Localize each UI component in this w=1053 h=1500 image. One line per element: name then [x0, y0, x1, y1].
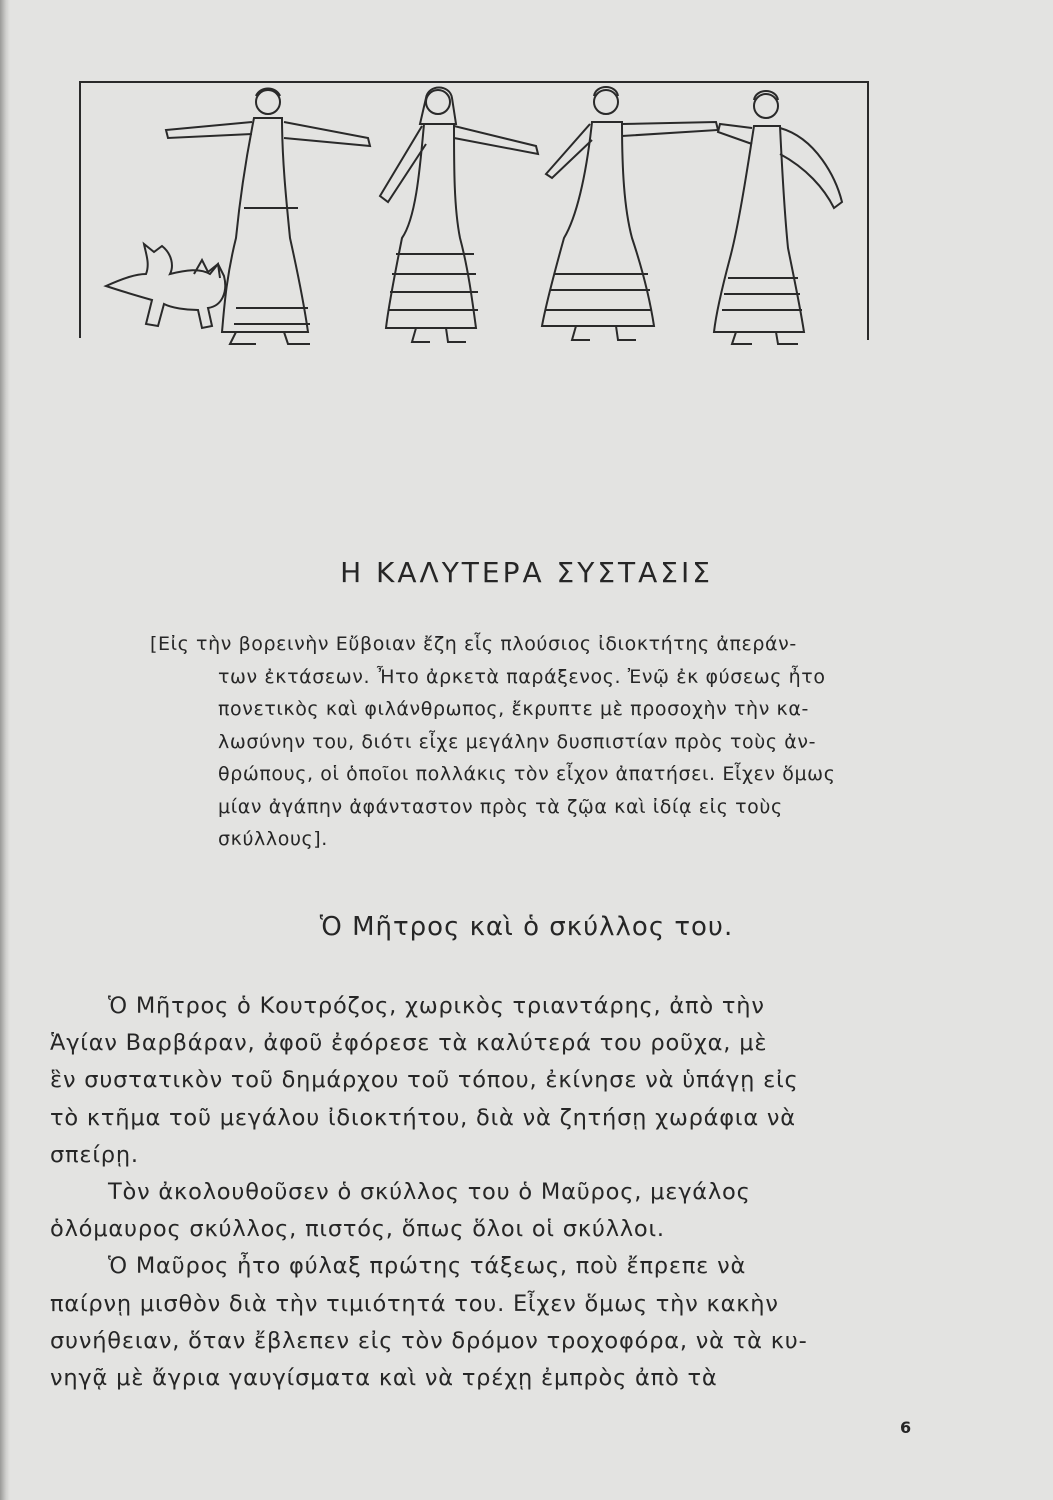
story-line: ἓν συστατικὸν τοῦ δημάρχου τοῦ τόπου, ἐκίνησε νὰ ὑπάγῃ εἰς	[50, 1067, 799, 1094]
story-line: συνήθειαν, ὅταν ἔβλεπεν εἰς τὸν δρόμον τροχοφόρα, νὰ τὰ κυ-	[50, 1327, 808, 1354]
story-line: Ἁγίαν Βαρβάραν, ἀφοῦ ἐφόρεσε τὰ καλύτερά του ροῦχα, μὲ	[50, 1030, 768, 1057]
woman-figure-1	[166, 89, 370, 345]
intro-line: θρώπους, οἱ ὁποῖοι πολλάκις τὸν εἶχον ἀπατήσει. Εἶχεν ὅμως	[218, 763, 836, 785]
intro-line: λωσύνην του, διότι εἶχε μεγάλην δυσπιστίαν πρὸς τοὺς ἀν-	[218, 730, 817, 753]
page-number: 6	[900, 1418, 912, 1437]
story-line: σπείρῃ.	[50, 1141, 139, 1168]
story-line: Ὁ Μαῦρος ἦτο φύλαξ πρώτης τάξεως, ποὺ ἔπρεπε νὰ	[108, 1253, 747, 1280]
intro-line: [Εἰς τὴν βορεινὴν Εὔβοιαν ἔζη εἷς πλούσιος ἰδιοκτήτης ἀπεράν-	[150, 633, 797, 655]
intro-line: πονετικὸς καὶ φιλάνθρωπος, ἔκρυπτε μὲ προσοχὴν τὴν κα-	[218, 698, 809, 720]
story-line: τὸ κτῆμα τοῦ μεγάλου ἰδιοκτήτου, διὰ νὰ ζητήσῃ χωράφια νὰ	[50, 1104, 796, 1131]
story-line: νηγᾷ μὲ ἄγρια γαυγίσματα καὶ νὰ τρέχῃ ἐμπρὸς ἀπὸ τὰ	[50, 1365, 718, 1392]
woman-figure-3	[542, 87, 718, 340]
section-heading: Ὁ Μῆτρος καὶ ὁ σκύλλος του.	[319, 912, 734, 942]
woman-figure-2	[380, 88, 538, 343]
story-line: Τὸν ἀκολουθοῦσεν ὁ σκύλλος του ὁ Μαῦρος, μεγάλος	[108, 1179, 751, 1206]
dancing-women-illustration	[76, 78, 872, 354]
intro-line: των ἐκτάσεων. Ἦτο ἀρκετὰ παράξενος. Ἐνῷ ἐκ φύσεως ἦτο	[218, 665, 826, 688]
page-edge	[0, 0, 10, 1500]
intro-paragraph	[150, 628, 920, 856]
intro-line: σκύλλους].	[218, 828, 328, 850]
story-line: παίρνῃ μισθὸν διὰ τὴν τιμιότητά του. Εἶχεν ὅμως τὴν κακὴν	[50, 1290, 779, 1317]
dog-figure	[106, 244, 225, 328]
story-line: ὁλόμαυρος σκύλλος, πιστός, ὅπως ὅλοι οἱ σκύλλοι.	[50, 1216, 665, 1243]
page-title: Η ΚΑΛΥΤΕΡΑ ΣΥΣΤΑΣΙΣ	[340, 556, 713, 589]
story-text	[50, 988, 930, 1397]
intro-line: μίαν ἀγάπην ἀφάνταστον πρὸς τὰ ζῷα καὶ ἰδίᾳ εἰς τοὺς	[218, 795, 783, 818]
woman-figure-4	[714, 91, 842, 344]
story-line: Ὁ Μῆτρος ὁ Κουτρόζος, χωρικὸς τριαντάρης, ἀπὸ τὴν	[108, 993, 765, 1019]
